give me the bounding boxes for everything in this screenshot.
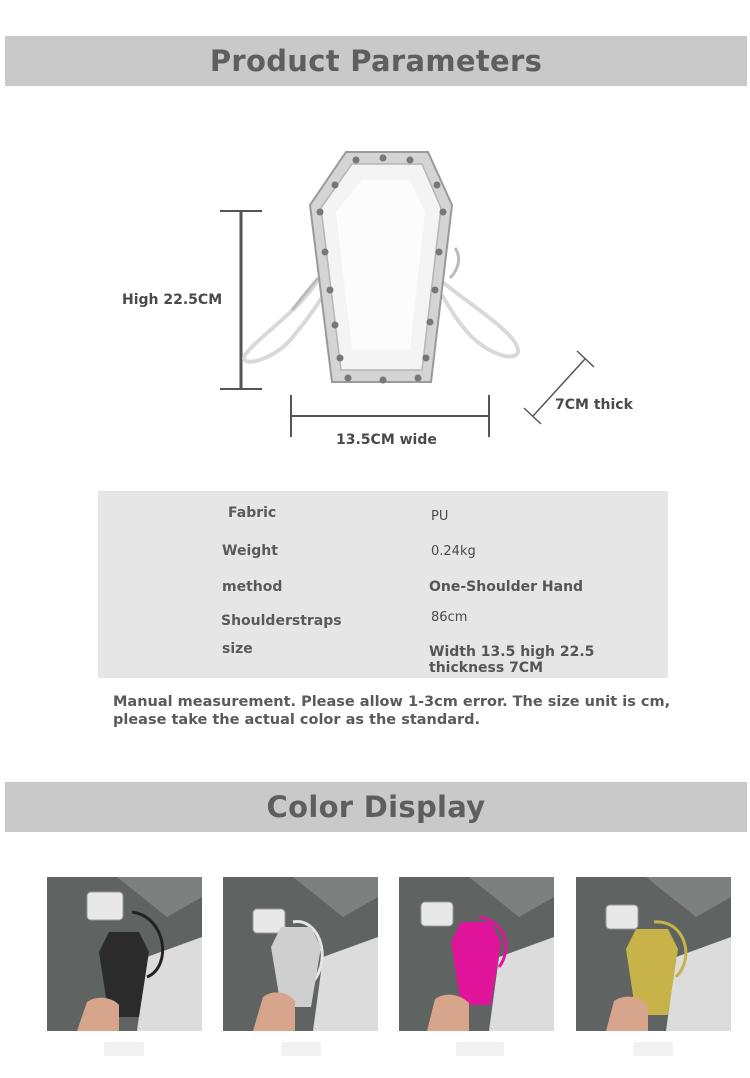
param-value: PU [431,509,449,524]
dimension-diagram [0,100,750,480]
color-display-banner [5,782,747,832]
section-title: Product Parameters [209,44,543,78]
section-title: Color Display [266,790,486,824]
size-value-line1: Width 13.5 high 22.5 [429,644,595,660]
color-swatch-rose-red[interactable] [399,877,554,1031]
bag-photo [399,877,554,1031]
color-swatch-gold[interactable] [576,877,731,1031]
color-swatch-silver[interactable] [223,877,378,1031]
param-name: Shoulderstraps [221,613,342,629]
width-label: 13.5CM wide [336,432,437,448]
param-value: One-Shoulder Hand [429,579,584,595]
param-name: size [222,641,253,657]
bag-photo [47,877,202,1031]
swatch-caption [104,1042,144,1056]
bag-dimension-illustration [0,100,750,480]
size-value-line2: thickness 7CM [429,660,544,676]
param-name: method [222,579,283,595]
bag-photo [576,877,731,1031]
param-value: 0.24kg [431,544,476,559]
thickness-label: 7CM thick [555,397,633,413]
color-swatch-black[interactable] [47,877,202,1031]
param-name: Fabric [228,505,277,521]
swatch-caption [281,1042,321,1056]
parameter-table [98,491,668,678]
bag-photo [223,877,378,1031]
measurement-note: Manual measurement. Please allow 1-3cm error. The size unit is cm, please take the actual color as the standard. [113,694,671,728]
swatch-caption [633,1042,673,1056]
height-label: High 22.5CM [122,292,223,308]
swatch-caption [456,1042,504,1056]
product-parameters-banner [5,36,747,86]
param-value [429,644,594,676]
param-value: 86cm [431,610,468,625]
param-name: Weight [222,543,278,559]
